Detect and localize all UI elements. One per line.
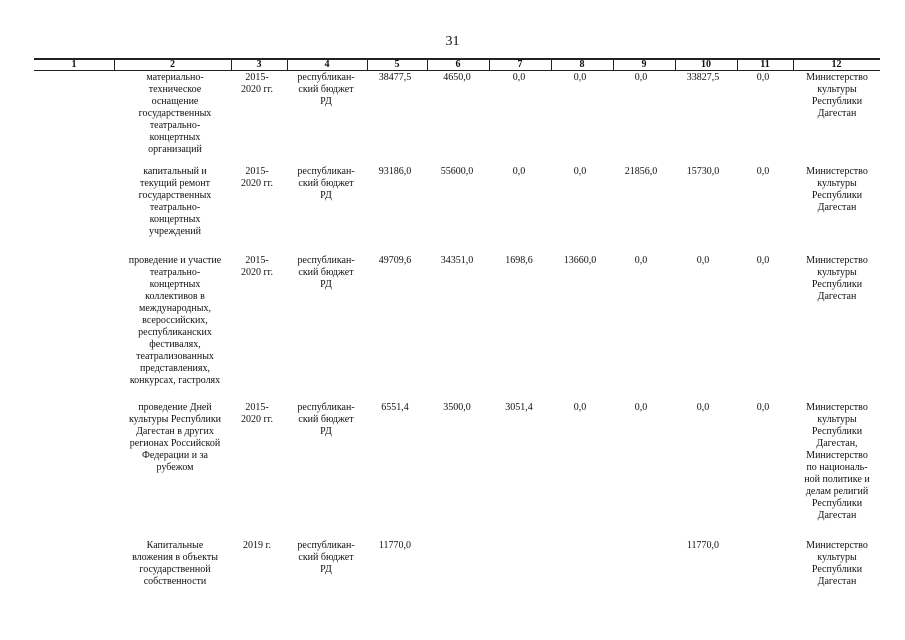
cell-period-line: 2020 гг. xyxy=(240,414,274,425)
cell-v11: 0,0 xyxy=(756,255,770,266)
cell-name-line: коллективов в xyxy=(145,291,205,302)
cell-name-line: концертных xyxy=(149,279,201,290)
cell-name-line: текущий ремонт xyxy=(140,178,210,189)
cell-v11: 0,0 xyxy=(756,72,770,83)
cell-v6: 4650,0 xyxy=(443,72,471,83)
cell-period xyxy=(234,255,280,279)
cell-name-line: театрализованных xyxy=(136,351,214,362)
cell-v7: 0,0 xyxy=(512,166,526,177)
cell-name-line: всероссийских, xyxy=(142,315,208,326)
cell-name-line: конкурсах, гастролях xyxy=(129,375,221,386)
cell-v5: 93186,0 xyxy=(378,166,412,177)
cell-source-line: РД xyxy=(320,564,332,575)
cell-v9: 0,0 xyxy=(634,255,648,266)
cell-v9: 21856,0 xyxy=(624,166,658,177)
cell-name-line: фестивалях, xyxy=(149,339,201,350)
cell-source-line: РД xyxy=(320,96,332,107)
header-column-divider xyxy=(489,58,490,71)
cell-executor-line: Республики xyxy=(811,426,863,437)
cell-executor-line: Министерство xyxy=(806,450,868,461)
cell-v5: 49709,6 xyxy=(378,255,412,266)
cell-source xyxy=(288,72,364,108)
cell-executor xyxy=(792,255,882,303)
cell-executor-line: культуры xyxy=(817,178,857,189)
cell-source-line: республикан- xyxy=(297,255,355,266)
cell-executor xyxy=(792,72,882,120)
header-column-divider xyxy=(737,58,738,71)
cell-name-line: культуры Республики xyxy=(128,414,222,425)
header-column-divider xyxy=(231,58,232,71)
cell-source xyxy=(288,166,364,202)
cell-executor-line: Дагестан xyxy=(817,510,857,521)
cell-executor-line: Министерство xyxy=(806,402,868,413)
cell-name-line: концертных xyxy=(149,132,201,143)
cell-source-line: республикан- xyxy=(297,402,355,413)
cell-period-line: 2020 гг. xyxy=(240,84,274,95)
cell-name-line: вложения в объекты xyxy=(132,552,218,563)
cell-executor xyxy=(792,166,882,214)
cell-source-line: республикан- xyxy=(297,540,355,551)
header-column-divider xyxy=(114,58,115,71)
cell-source xyxy=(288,402,364,438)
cell-executor-line: Дагестан xyxy=(817,576,857,587)
cell-name xyxy=(110,72,240,156)
header-cell-1: 1 xyxy=(71,59,77,70)
cell-period xyxy=(234,540,280,552)
cell-name-line: представлениях, xyxy=(140,363,210,374)
header-cell-4: 4 xyxy=(324,59,330,70)
cell-v6: 34351,0 xyxy=(440,255,474,266)
cell-source-line: РД xyxy=(320,279,332,290)
header-column-divider xyxy=(675,58,676,71)
cell-executor-line: культуры xyxy=(817,414,857,425)
cell-name-line: рубежом xyxy=(156,462,194,473)
cell-name-line: концертных xyxy=(149,214,201,225)
cell-executor-line: культуры xyxy=(817,552,857,563)
header-cell-5: 5 xyxy=(394,59,400,70)
header-column-divider xyxy=(793,58,794,71)
cell-executor-line: Республики xyxy=(811,96,863,107)
header-cell-11: 11 xyxy=(760,59,770,70)
cell-name-line: техническое xyxy=(148,84,202,95)
cell-executor xyxy=(792,402,882,522)
cell-v9: 0,0 xyxy=(634,402,648,413)
cell-v5: 11770,0 xyxy=(378,540,412,551)
cell-executor-line: культуры xyxy=(817,84,857,95)
cell-source-line: ский бюджет xyxy=(298,414,354,425)
cell-v6: 3500,0 xyxy=(443,402,471,413)
cell-source xyxy=(288,255,364,291)
header-column-divider xyxy=(287,58,288,71)
cell-period-line: 2015- xyxy=(245,402,269,413)
cell-name-line: организаций xyxy=(148,144,202,155)
cell-name-line: проведение Дней xyxy=(138,402,212,413)
cell-executor-line: Министерство xyxy=(806,166,868,177)
cell-name-line: театрально- xyxy=(149,120,201,131)
cell-source-line: РД xyxy=(320,190,332,201)
cell-name-line: театрально- xyxy=(149,202,201,213)
cell-executor-line: Республики xyxy=(811,498,863,509)
cell-name-line: республиканских xyxy=(138,327,212,338)
cell-v10: 0,0 xyxy=(696,402,710,413)
cell-period xyxy=(234,166,280,190)
cell-period-line: 2020 гг. xyxy=(240,178,274,189)
cell-executor-line: ной политике и xyxy=(804,474,870,485)
cell-v5: 38477,5 xyxy=(378,72,412,83)
header-column-divider xyxy=(613,58,614,71)
cell-v5: 6551,4 xyxy=(381,402,409,413)
cell-executor-line: Министерство xyxy=(806,255,868,266)
cell-source-line: РД xyxy=(320,426,332,437)
cell-source-line: ский бюджет xyxy=(298,552,354,563)
cell-name-line: Капитальные xyxy=(146,540,204,551)
cell-executor-line: Дагестан, xyxy=(816,438,858,449)
header-bottom-rule xyxy=(34,70,880,71)
cell-name-line: капитальный и xyxy=(143,166,207,177)
cell-period-line: 2019 г. xyxy=(243,540,271,551)
cell-period-line: 2015- xyxy=(245,255,269,266)
cell-v10: 15730,0 xyxy=(686,166,720,177)
cell-period xyxy=(234,402,280,426)
header-column-divider xyxy=(367,58,368,71)
cell-executor xyxy=(792,540,882,588)
header-cell-12: 12 xyxy=(831,59,842,70)
cell-source-line: республикан- xyxy=(297,72,355,83)
page-number: 31 xyxy=(445,34,460,49)
cell-name xyxy=(110,166,240,238)
cell-name-line: государственных xyxy=(138,108,212,119)
header-column-divider xyxy=(427,58,428,71)
cell-executor-line: делам религий xyxy=(805,486,869,497)
cell-executor-line: Министерство xyxy=(806,72,868,83)
cell-executor-line: по националь- xyxy=(806,462,868,473)
cell-executor-line: Республики xyxy=(811,279,863,290)
cell-name-line: Дагестан в других xyxy=(136,426,214,437)
cell-v7: 3051,4 xyxy=(505,402,533,413)
cell-source xyxy=(288,540,364,576)
header-cell-8: 8 xyxy=(579,59,585,70)
cell-name-line: театрально- xyxy=(149,267,201,278)
header-cell-2: 2 xyxy=(170,59,175,70)
cell-v8: 0,0 xyxy=(573,402,587,413)
cell-source-line: ский бюджет xyxy=(298,84,354,95)
cell-v11: 0,0 xyxy=(756,166,770,177)
cell-name xyxy=(110,255,240,387)
cell-source-line: ский бюджет xyxy=(298,178,354,189)
cell-executor-line: Дагестан xyxy=(817,291,857,302)
cell-v7: 0,0 xyxy=(512,72,526,83)
table-header xyxy=(34,58,880,71)
cell-name xyxy=(110,540,240,588)
cell-v10: 0,0 xyxy=(696,255,710,266)
cell-period-line: 2015- xyxy=(245,72,269,83)
cell-name-line: государственных xyxy=(138,190,212,201)
header-cell-9: 9 xyxy=(641,59,647,70)
cell-executor-line: культуры xyxy=(817,267,857,278)
cell-name-line: оснащение xyxy=(151,96,199,107)
cell-source-line: республикан- xyxy=(297,166,355,177)
cell-period xyxy=(234,72,280,96)
cell-period-line: 2015- xyxy=(245,166,269,177)
cell-v8: 0,0 xyxy=(573,72,587,83)
cell-v11: 0,0 xyxy=(756,402,770,413)
cell-executor-line: Дагестан xyxy=(817,202,857,213)
cell-source-line: ский бюджет xyxy=(298,267,354,278)
cell-name xyxy=(110,402,240,474)
header-cell-3: 3 xyxy=(256,59,262,70)
cell-v8: 13660,0 xyxy=(563,255,597,266)
header-cell-6: 6 xyxy=(455,59,461,70)
cell-name-line: международных, xyxy=(139,303,211,314)
cell-name-line: государственной xyxy=(139,564,211,575)
cell-v10: 33827,5 xyxy=(686,72,720,83)
header-cell-10: 10 xyxy=(701,59,711,70)
cell-v6: 55600,0 xyxy=(440,166,474,177)
cell-executor-line: Дагестан xyxy=(817,108,857,119)
header-column-divider xyxy=(551,58,552,71)
cell-executor-line: Республики xyxy=(811,190,863,201)
cell-v10: 11770,0 xyxy=(686,540,720,551)
cell-v9: 0,0 xyxy=(634,72,648,83)
cell-v7: 1698,6 xyxy=(505,255,533,266)
cell-v8: 0,0 xyxy=(573,166,587,177)
cell-name-line: регионах Российской xyxy=(129,438,221,449)
cell-name-line: собственности xyxy=(143,576,207,587)
header-cell-7: 7 xyxy=(517,59,523,70)
cell-executor-line: Министерство xyxy=(806,540,868,551)
cell-name-line: учреждений xyxy=(149,226,201,237)
cell-period-line: 2020 гг. xyxy=(240,267,274,278)
cell-executor-line: Республики xyxy=(811,564,863,575)
cell-name-line: Федерации и за xyxy=(142,450,208,461)
cell-name-line: материально- xyxy=(146,72,204,83)
cell-name-line: проведение и участие xyxy=(128,255,222,266)
